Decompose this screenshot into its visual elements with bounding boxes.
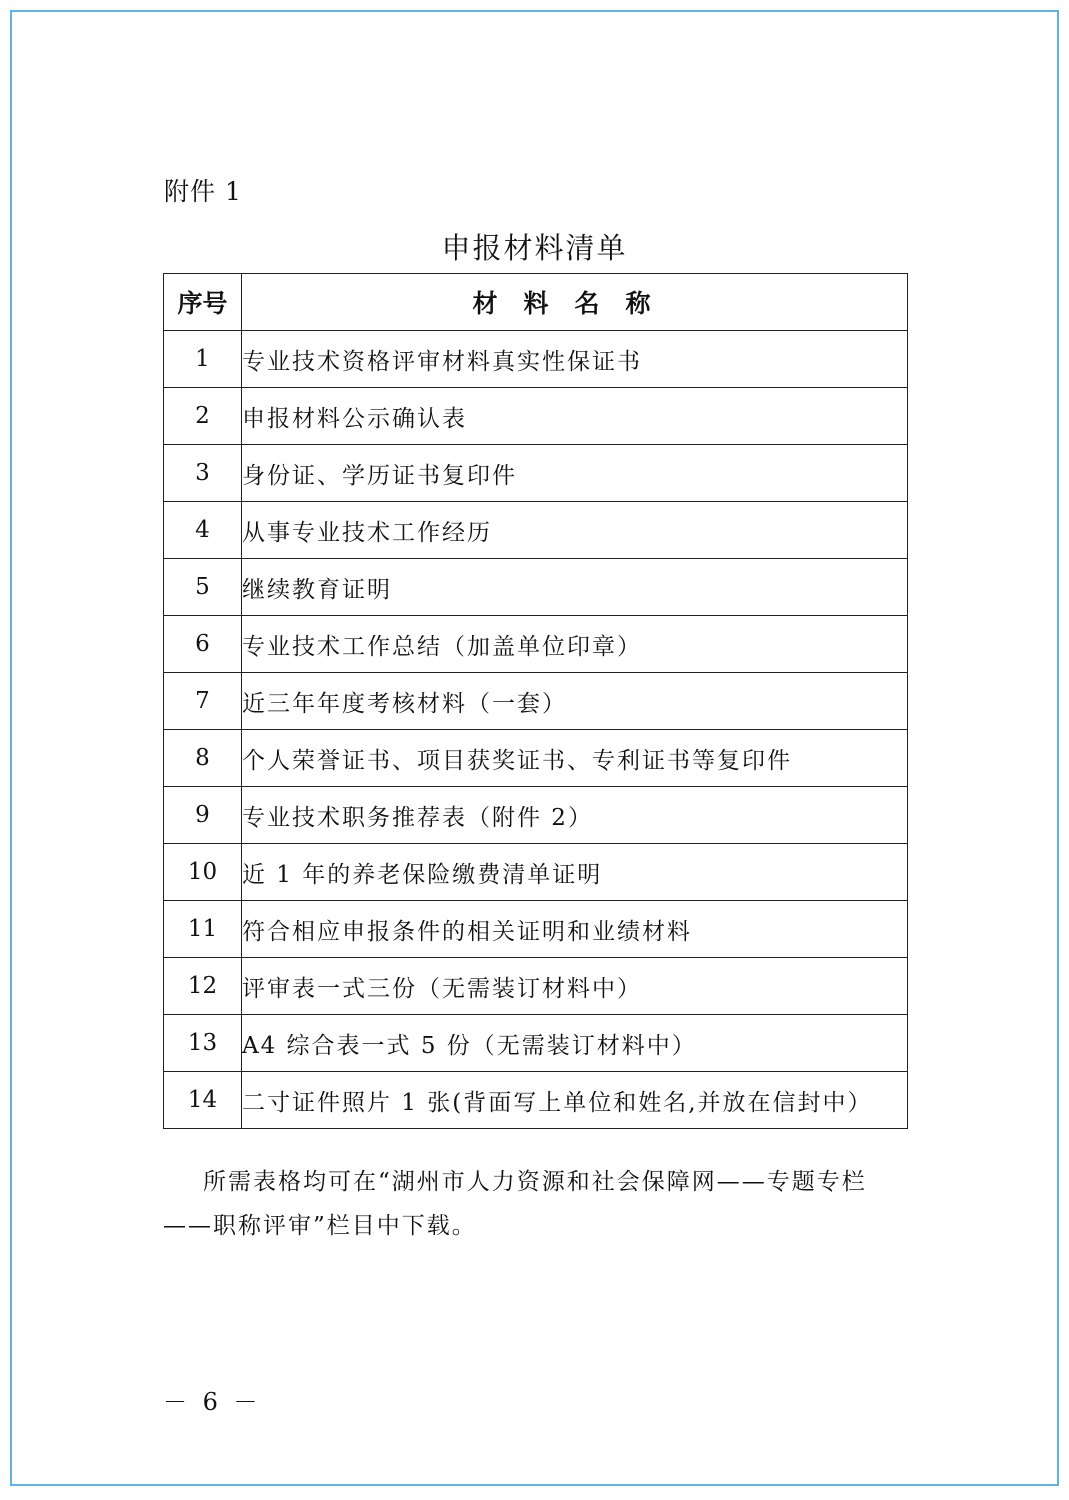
page-number: － 6 －	[163, 1388, 262, 1416]
table-row	[164, 958, 908, 1015]
table-row	[164, 616, 908, 673]
row-material-name: 身份证、学历证书复印件	[242, 445, 908, 502]
table-row	[164, 559, 908, 616]
row-number: 9	[164, 787, 242, 844]
table-row	[164, 901, 908, 958]
row-number: 13	[164, 1015, 242, 1072]
table-row	[164, 1072, 908, 1129]
row-number: 7	[164, 673, 242, 730]
table-header-row	[164, 274, 908, 331]
row-number: 8	[164, 730, 242, 787]
row-material-name: 二寸证件照片 1 张(背面写上单位和姓名,并放在信封中）	[242, 1072, 908, 1129]
row-material-name: 近 1 年的养老保险缴费清单证明	[242, 844, 908, 901]
row-number: 10	[164, 844, 242, 901]
row-number: 1	[164, 331, 242, 388]
row-material-name: A4 综合表一式 5 份（无需装订材料中）	[242, 1015, 908, 1072]
row-number: 2	[164, 388, 242, 445]
row-material-name: 专业技术资格评审材料真实性保证书	[242, 331, 908, 388]
row-material-name: 专业技术职务推荐表（附件 2）	[242, 787, 908, 844]
row-material-name: 个人荣誉证书、项目获奖证书、专利证书等复印件	[242, 730, 908, 787]
table-row	[164, 388, 908, 445]
row-material-name: 评审表一式三份（无需装订材料中）	[242, 958, 908, 1015]
row-material-name: 符合相应申报条件的相关证明和业绩材料	[242, 901, 908, 958]
row-number: 5	[164, 559, 242, 616]
table-row	[164, 730, 908, 787]
table-body	[164, 331, 908, 1129]
row-number: 12	[164, 958, 242, 1015]
table-row	[164, 445, 908, 502]
table-row	[164, 787, 908, 844]
header-number: 序号	[164, 274, 242, 331]
row-material-name: 申报材料公示确认表	[242, 388, 908, 445]
row-material-name: 近三年年度考核材料（一套）	[242, 673, 908, 730]
row-number: 14	[164, 1072, 242, 1129]
table-row	[164, 844, 908, 901]
table-row	[164, 331, 908, 388]
row-number: 6	[164, 616, 242, 673]
document-title: 申报材料清单	[441, 231, 628, 265]
table-row	[164, 673, 908, 730]
footnote: 所需表格均可在“湖州市人力资源和社会保障网——专题专栏——职称评审”栏目中下载。	[163, 1169, 867, 1239]
row-material-name: 从事专业技术工作经历	[242, 502, 908, 559]
row-number: 11	[164, 901, 242, 958]
row-material-name: 继续教育证明	[242, 559, 908, 616]
row-number: 3	[164, 445, 242, 502]
table-row	[164, 502, 908, 559]
materials-table	[163, 273, 908, 1129]
row-material-name: 专业技术工作总结（加盖单位印章）	[242, 616, 908, 673]
attachment-label: 附件 1	[164, 177, 242, 206]
row-number: 4	[164, 502, 242, 559]
table-row	[164, 1015, 908, 1072]
header-name: 材料名称	[242, 274, 908, 331]
